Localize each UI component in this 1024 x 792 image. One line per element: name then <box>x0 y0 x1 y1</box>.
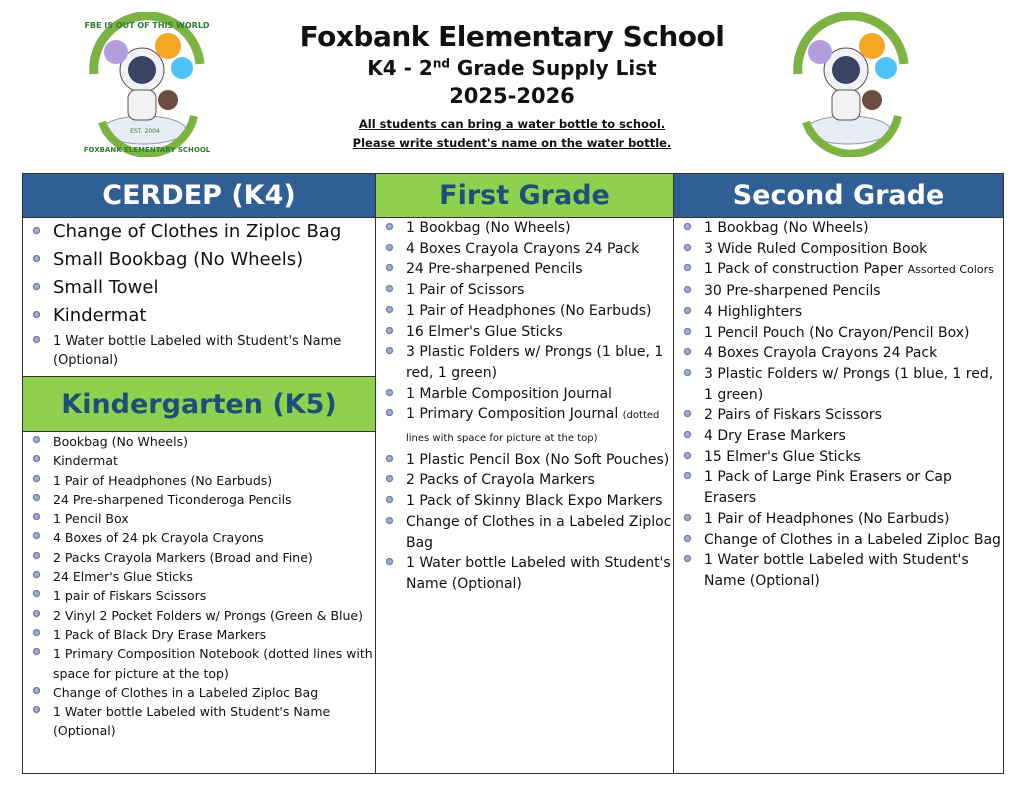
bullet-icon <box>32 283 41 293</box>
bullet-icon <box>32 255 41 265</box>
list-item: 1 Plastic Pencil Box (No Soft Pouches) <box>376 450 673 471</box>
list-item: Kindermat <box>23 451 375 470</box>
k5-header: Kindergarten (K5) <box>23 376 375 432</box>
bullet-icon <box>385 496 394 506</box>
bullet-icon <box>32 513 41 523</box>
list-item: 2 Pairs of Fiskars Scissors <box>674 405 1003 426</box>
list-item: Change of Clothes in Ziploc Bag <box>23 218 375 246</box>
bullet-icon <box>385 327 394 337</box>
bullet-icon <box>385 244 394 254</box>
bullet-icon <box>32 455 41 465</box>
bullet-icon <box>32 552 41 562</box>
list-item: 30 Pre-sharpened Pencils <box>674 281 1003 302</box>
bullet-icon <box>683 514 692 524</box>
bullet-icon <box>32 629 41 639</box>
list-item: 1 Primary Composition Notebook (dotted lines with space for picture at the top) <box>23 644 375 683</box>
list-item: 1 Primary Composition Journal (dotted lines with space for picture at the top) <box>376 404 673 449</box>
k4-list <box>23 218 375 368</box>
bullet-icon <box>683 369 692 379</box>
list-item: 1 Pack of construction Paper Assorted Colors <box>674 259 1003 281</box>
list-item: Kindermat <box>23 302 375 330</box>
bullet-icon <box>683 307 692 317</box>
list-item: Change of Clothes in a Labeled Ziploc Bag <box>376 512 673 553</box>
bullet-icon <box>385 475 394 485</box>
second-grade-list <box>674 218 1003 592</box>
bullet-icon <box>32 227 41 237</box>
list-item: Change of Clothes in a Labeled Ziploc Bag <box>23 683 375 702</box>
list-item: 4 Boxes Crayola Crayons 24 Pack <box>376 239 673 260</box>
bullet-icon <box>32 648 41 658</box>
bullet-icon <box>385 264 394 274</box>
second-grade-header: Second Grade <box>674 174 1003 218</box>
list-item: Small Towel <box>23 274 375 302</box>
bullet-icon <box>385 347 394 357</box>
bullet-icon <box>32 336 41 346</box>
bullet-icon <box>32 311 41 321</box>
list-item: 1 Pack of Large Pink Erasers or Cap Erasers <box>674 467 1003 508</box>
list-item: 15 Elmer's Glue Sticks <box>674 447 1003 468</box>
svg-text:EST. 2004: EST. 2004 <box>130 128 160 135</box>
list-item: 1 Water bottle Labeled with Student's Name (Optional) <box>23 332 375 370</box>
supply-grid <box>22 173 1004 774</box>
list-item: 1 Water bottle Labeled with Student's Name (Optional) <box>376 553 673 594</box>
list-item: 24 Elmer's Glue Sticks <box>23 567 375 586</box>
second-grade-column <box>674 174 1003 773</box>
list-item: 1 Marble Composition Journal <box>376 384 673 405</box>
list-item: 1 pair of Fiskars Scissors <box>23 586 375 605</box>
bullet-icon <box>32 706 41 716</box>
list-item: 2 Vinyl 2 Pocket Folders w/ Prongs (Green & Blue) <box>23 606 375 625</box>
list-item: 1 Pencil Pouch (No Crayon/Pencil Box) <box>674 323 1003 344</box>
bullet-icon <box>683 535 692 545</box>
school-title: Foxbank Elementary School <box>299 20 725 53</box>
list-item: 16 Elmer's Glue Sticks <box>376 322 673 343</box>
school-years: 2025-2026 <box>449 84 575 108</box>
list-item: 1 Pencil Box <box>23 509 375 528</box>
first-grade-list <box>376 218 673 595</box>
k4-header: CERDEP (K4) <box>23 174 375 218</box>
list-item: 4 Boxes Crayola Crayons 24 Pack <box>674 343 1003 364</box>
list-item: 1 Water bottle Labeled with Student's Name (Optional) <box>23 702 375 741</box>
journal-note: (dotted lines with space for picture at the top) <box>406 410 660 445</box>
list-item: 4 Highlighters <box>674 302 1003 323</box>
list-item: 1 Pair of Headphones (No Earbuds) <box>23 471 375 490</box>
bullet-icon <box>683 452 692 462</box>
bullet-icon <box>385 389 394 399</box>
paper-note: Assorted Colors <box>907 263 994 277</box>
bullet-icon <box>683 328 692 338</box>
bullet-icon <box>32 436 41 446</box>
bullet-icon <box>385 517 394 527</box>
bullet-icon <box>683 472 692 482</box>
bullet-icon <box>385 558 394 568</box>
list-item: 3 Plastic Folders w/ Prongs (1 blue, 1 red, 1 green) <box>376 342 673 383</box>
bullet-icon <box>385 285 394 295</box>
list-item: 1 Pair of Headphones (No Earbuds) <box>674 509 1003 530</box>
svg-text:FOXBANK ELEMENTARY SCHOOL: FOXBANK ELEMENTARY SCHOOL <box>83 146 211 154</box>
list-item: 1 Bookbag (No Wheels) <box>674 218 1003 239</box>
list-item: 1 Bookbag (No Wheels) <box>376 218 673 239</box>
bullet-icon <box>32 494 41 504</box>
bullet-icon <box>683 555 692 565</box>
k4-k5-column <box>23 174 376 773</box>
bullet-icon <box>683 223 692 233</box>
svg-text:FBE IS OUT OF THIS WORLD: FBE IS OUT OF THIS WORLD <box>84 21 210 30</box>
list-item: 1 Pair of Headphones (No Earbuds) <box>376 301 673 322</box>
list-item: 2 Packs Crayola Markers (Broad and Fine) <box>23 548 375 567</box>
bullet-icon <box>683 244 692 254</box>
bullet-icon <box>385 409 394 419</box>
list-item: 1 Pair of Scissors <box>376 280 673 301</box>
bullet-icon <box>385 223 394 233</box>
water-bottle-note: All students can bring a water bottle to school. <box>358 117 666 131</box>
list-item: 2 Packs of Crayola Markers <box>376 470 673 491</box>
bullet-icon <box>32 475 41 485</box>
bullet-icon <box>32 590 41 600</box>
list-item: 4 Dry Erase Markers <box>674 426 1003 447</box>
list-subtitle: K4 - 2nd Grade Supply List <box>367 56 657 80</box>
bullet-icon <box>385 306 394 316</box>
list-item: 24 Pre-sharpened Pencils <box>376 259 673 280</box>
list-item: Change of Clothes in a Labeled Ziploc Bag <box>674 530 1003 551</box>
k5-list <box>23 432 375 741</box>
bullet-icon <box>32 610 41 620</box>
list-item: 1 Pack of Black Dry Erase Markers <box>23 625 375 644</box>
bullet-icon <box>683 348 692 358</box>
list-item: Bookbag (No Wheels) <box>23 432 375 451</box>
first-grade-header: First Grade <box>376 174 673 218</box>
page-header <box>0 0 1024 172</box>
bullet-icon <box>32 687 41 697</box>
water-bottle-name-note: Please write student's name on the water bottle. <box>352 136 672 150</box>
bullet-icon <box>385 455 394 465</box>
bullet-icon <box>683 410 692 420</box>
list-item: 4 Boxes of 24 pk Crayola Crayons <box>23 528 375 547</box>
list-item: 24 Pre-sharpened Ticonderoga Pencils <box>23 490 375 509</box>
first-grade-column <box>376 174 674 773</box>
list-item: 1 Water bottle Labeled with Student's Name (Optional) <box>674 550 1003 591</box>
bullet-icon <box>683 286 692 296</box>
school-logo-right <box>786 12 916 157</box>
list-item: 3 Wide Ruled Composition Book <box>674 239 1003 260</box>
list-item: 1 Pack of Skinny Black Expo Markers <box>376 491 673 512</box>
bullet-icon <box>683 264 692 274</box>
list-item: Small Bookbag (No Wheels) <box>23 246 375 274</box>
list-item: 3 Plastic Folders w/ Prongs (1 blue, 1 red, 1 green) <box>674 364 1003 405</box>
bullet-icon <box>32 532 41 542</box>
bullet-icon <box>683 431 692 441</box>
bullet-icon <box>32 571 41 581</box>
